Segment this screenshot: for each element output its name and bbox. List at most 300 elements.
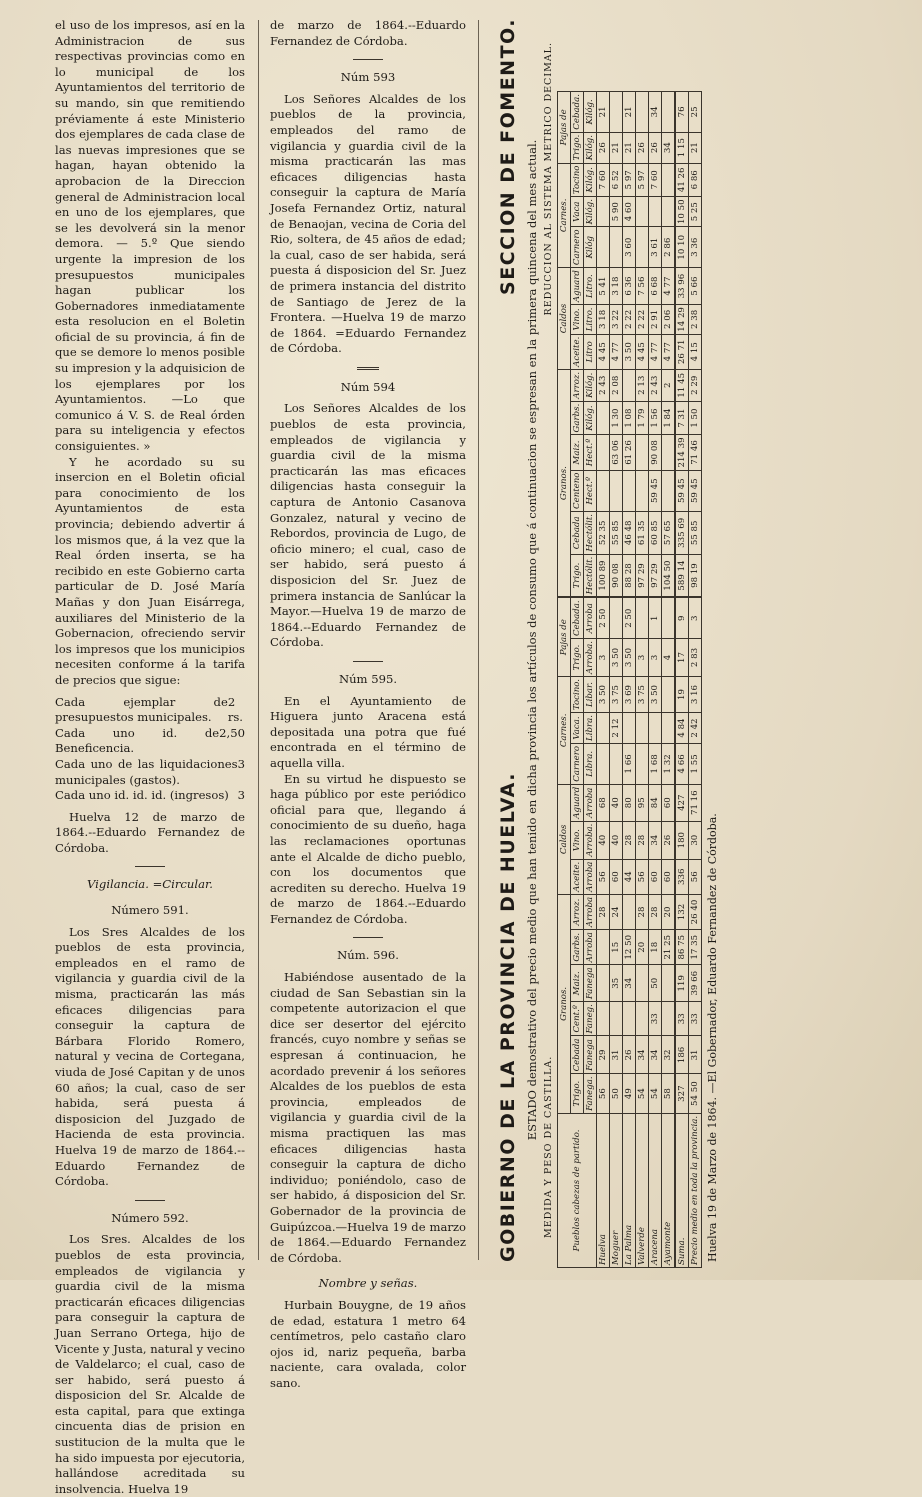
- sum-label: Suma.: [675, 1113, 689, 1267]
- table-subheadings: [543, 12, 554, 1268]
- table-cell: 90 08: [609, 554, 622, 597]
- table-cell: 2 86: [661, 227, 675, 268]
- table-cell: 28: [622, 821, 635, 859]
- table-cell: 5 90: [609, 197, 622, 227]
- sum-cell: 427: [675, 784, 689, 821]
- sum-cell: 33 96: [675, 268, 689, 305]
- column-rule: [258, 20, 259, 1260]
- sum-cell: 9: [675, 598, 689, 639]
- notice-593-body: Los Señores Alcaldes de los pueblos de la provincia, empleados del ramo de vigilancia y guardia civil de la misma practicarán las mas eficaces diligencias hasta conseguir la captura de María Josefa Fernandez Ortiz, natural de Benaojan, vecina de Coria del Rio, soltera, de 45 años de edad; la cual, caso de ser habida, será puesta á disposicion del Sr. Juez de primera instancia del distrito de Santiago de Jerez de la Frontera. —Huelva 19 de marzo de 1864. =Eduardo Fernandez de Córdoba.: [270, 91, 466, 356]
- table-cell: 2 43: [648, 369, 661, 401]
- price-row: Cada uno de las liquidaciones municipales (gastos). 3: [55, 756, 245, 787]
- notice-592-end: de marzo de 1864.--Eduardo Fernandez de Córdoba.: [270, 18, 466, 48]
- table-cell: 21: [609, 132, 622, 163]
- table-cell: 26: [635, 132, 648, 163]
- column-unit: Fanega: [583, 965, 596, 1002]
- table-cell: 3: [596, 639, 609, 677]
- table-row: [609, 598, 622, 1268]
- table-cell: 59 45: [648, 470, 661, 511]
- table-cell: [596, 744, 609, 785]
- table-cell: 40: [609, 784, 622, 821]
- table-row: [661, 92, 675, 597]
- table-cell: [661, 713, 675, 744]
- table-cell: [596, 1002, 609, 1036]
- notice-595-body-a: En el Ayuntamiento de Higuera junto Aracena está depositada una potra que fué encontrada en el término de aquella villa.: [270, 693, 466, 770]
- column-unit: Hectólit.: [583, 554, 596, 597]
- column-header: Vaca.: [570, 713, 583, 744]
- sum-cell: 7 31: [675, 401, 689, 435]
- table-cell: 7 60: [648, 163, 661, 197]
- table-cell: [635, 92, 648, 133]
- table-cell: 34: [648, 821, 661, 859]
- average-cell: 31: [688, 1036, 701, 1074]
- sum-cell: 10 10: [675, 227, 689, 268]
- table-cell: [609, 744, 622, 785]
- table-row: [622, 92, 635, 597]
- table-cell: 4 60: [622, 197, 635, 227]
- table-cell: 1 08: [622, 401, 635, 435]
- row-header-cell: Pueblos cabezas de partido.: [557, 1113, 596, 1267]
- table-cell: 60: [609, 859, 622, 894]
- notice-594-body: Los Señores Alcaldes de los pueblos de esta provincia, empleados de vigilancia y guardia civil de la misma practicarán las mas eficaces diligencias hasta conseguir la captura de Antonio Casanova Gonzalez, natural y vecino de Rebordos, provincia de Lugo, de oficio minero; el cual, caso de ser habido, será puesto á disposicion del Sr. Juez de primera instancia de Sanlúcar la Mayor.—Huelva 19 de marzo de 1864.--Eduardo Fernandez de Córdoba.: [270, 401, 466, 650]
- group-header-carnes: Carnes.: [557, 676, 570, 784]
- table-cell: 60: [661, 784, 675, 821]
- table-cell: [596, 470, 609, 511]
- table-cell: 61 35: [635, 511, 648, 554]
- table-cell: 1 56: [648, 401, 661, 435]
- table-cell: 2 50: [622, 598, 635, 639]
- notice-594-title: Núm 594: [340, 379, 396, 394]
- table-cell: 15: [609, 930, 622, 965]
- price-row: Cada ejemplar de presupuestos municipales. 2 rs.: [55, 694, 243, 725]
- table-cell: 3 50: [596, 676, 609, 712]
- table-cell: [635, 197, 648, 227]
- notice-592-body: Los Sres. Alcaldes de los pueblos de esta provincia, empleados de vigilancia y guardia civil de la misma practicarán eficaces diligencias para conseguir la captura de Juan Serrano Ortega, hijo de Vicente y Justa, natural y vecino de Valdelarco; el cual, caso de ser habido, será puesto á disposicion del Sr. Alcalde de esta capital, para que extinga cincuenta dias de prision en sustitucion de la multa que le ha sido impuesta por ejecutoria, hallándose acreditada su insolvencia. Huelva 19: [55, 1232, 245, 1496]
- table-cell: 32: [661, 1036, 675, 1074]
- price-table-region: [483, 0, 922, 1280]
- column-unit: Kilóg.: [583, 369, 596, 401]
- table-cell: 28: [635, 894, 648, 929]
- table-cell: 40: [609, 821, 622, 859]
- sum-cell: 19: [675, 676, 689, 712]
- paragraph-insertion: Y he acordado su su insercion en el Boletin oficial para conocimiento de los Ayuntamientos de esta provincia; debiendo advertir á los mismos que, á la vez que la Real órden inserta, se ha recibido en este Gobierno carta particular de D. José María Mañas y don Juan Eisárrega, auxiliares del Ministerio de la Gobernacion, ofreciendo servir los impresos que los municipios necesiten conforme á la tarifa de precios que sigue:: [55, 454, 245, 687]
- price-table-rotated: [493, 12, 913, 1268]
- notice-593-title: Núm 593: [340, 70, 396, 85]
- average-cell: 30: [688, 821, 701, 859]
- sum-cell: 41 26: [675, 163, 689, 197]
- table-cell: 2 43: [596, 369, 609, 401]
- table-cell: 34: [648, 92, 661, 133]
- table-cell: 3 60: [622, 227, 635, 268]
- table-cell: 18: [648, 930, 661, 965]
- column-header: Aceite.: [570, 859, 583, 894]
- table-cell: 52 35: [596, 511, 609, 554]
- table-cell: 4: [661, 639, 675, 677]
- table-cell: 3 69: [622, 676, 635, 712]
- table-cell: [596, 401, 609, 435]
- table-cell: 44: [622, 859, 635, 894]
- group-header-pajas: Pajas de: [557, 92, 570, 164]
- price-row: Cada uno id. de Beneficencia. 2,50: [55, 725, 245, 756]
- table-cell: 3 50: [648, 676, 661, 712]
- divider: [135, 866, 165, 867]
- column-unit: Libar.: [583, 676, 596, 712]
- average-cell: 4 15: [688, 334, 701, 369]
- table-cell: 4 77: [661, 334, 675, 369]
- table-cell: 2 50: [596, 598, 609, 639]
- sum-cell: 17: [675, 639, 689, 677]
- divider: [353, 937, 383, 938]
- tables-row: [557, 12, 702, 1268]
- column-header: Trigo.: [570, 639, 583, 677]
- table-cell: 2: [661, 369, 675, 401]
- table-cell: 95: [635, 784, 648, 821]
- table-cell: 3 61: [648, 227, 661, 268]
- table-cell: 1 30: [609, 401, 622, 435]
- table-cell: [635, 744, 648, 785]
- table-cell: 28: [596, 894, 609, 929]
- average-cell: 2 29: [688, 369, 701, 401]
- average-cell: 6 86: [688, 163, 701, 197]
- table-cell: 3 75: [635, 676, 648, 712]
- table-cell: [596, 965, 609, 1002]
- table-cell: 90 08: [648, 435, 661, 470]
- table-cell: [661, 965, 675, 1002]
- table-cell: 2 22: [635, 305, 648, 335]
- sum-cell: 33: [675, 1002, 689, 1036]
- column-header: Maiz.: [570, 435, 583, 470]
- sum-row: [675, 92, 689, 597]
- table-cell: 4 77: [609, 334, 622, 369]
- table-cell: [661, 163, 675, 197]
- table-cell: 68: [596, 784, 609, 821]
- table-cell: [648, 197, 661, 227]
- sum-cell: 336: [675, 859, 689, 894]
- table-row: [596, 598, 609, 1268]
- table-cell: 2 08: [609, 369, 622, 401]
- average-cell: 98 19: [688, 554, 701, 597]
- column-unit: Arroba.: [583, 821, 596, 859]
- sum-cell: 119: [675, 965, 689, 1002]
- average-cell: 54 50: [688, 1074, 701, 1113]
- group-header-pajas: Pajas de: [557, 598, 570, 677]
- table-cell: 5 41: [596, 268, 609, 305]
- table-cell: 60 85: [648, 511, 661, 554]
- table-cell: 21 25: [661, 930, 675, 965]
- column-header: Carnero: [570, 744, 583, 785]
- table-cell: 57 65: [661, 511, 675, 554]
- table-cell: 26: [596, 132, 609, 163]
- group-header-caldos: Caldos: [557, 784, 570, 894]
- column-unit: Arroba: [583, 894, 596, 929]
- table-cell: 3 50: [622, 639, 635, 677]
- column-header: Cebada: [570, 511, 583, 554]
- table-cell: 4 77: [648, 334, 661, 369]
- table-cell: [648, 713, 661, 744]
- column-header: Cent.º: [570, 1002, 583, 1036]
- column-header: Garbs.: [570, 401, 583, 435]
- table-cell: 1 79: [635, 401, 648, 435]
- average-label: Precio medio en toda la provincia.: [688, 1113, 701, 1267]
- table-cell: 56: [596, 1074, 609, 1113]
- group-header-granos: Granos.: [557, 894, 570, 1113]
- column-header: Garbs.: [570, 930, 583, 965]
- signature-1: Huelva 12 de marzo de 1864.--Eduardo Fernandez de Córdoba.: [55, 809, 245, 855]
- average-cell: 71 16: [688, 784, 701, 821]
- table-cell: 2 91: [648, 305, 661, 335]
- column-unit: Arroba: [583, 859, 596, 894]
- table-cell: 2 13: [635, 369, 648, 401]
- senas-title: Nombre y señas.: [318, 1276, 418, 1291]
- column-header: Aguard: [570, 784, 583, 821]
- table-row: [635, 92, 648, 597]
- table-cell: [596, 197, 609, 227]
- table-cell: 80: [622, 784, 635, 821]
- column-header: Maiz.: [570, 965, 583, 1002]
- table-cell: 3 50: [622, 334, 635, 369]
- table-cell: 3 50: [609, 639, 622, 677]
- sum-cell: 76: [675, 92, 689, 133]
- subheading-castilla: MEDIDA Y PESO DE CASTILLA.: [542, 1055, 554, 1238]
- column-header: Arroz.: [570, 894, 583, 929]
- group-header-carnes: Carnes.: [557, 163, 570, 268]
- sum-cell: 1 15: [675, 132, 689, 163]
- table-cell: 1 32: [661, 744, 675, 785]
- table-cell: 26: [648, 132, 661, 163]
- sum-cell: 214 39: [675, 435, 689, 470]
- table-cell: 61 26: [622, 435, 635, 470]
- table-cell: 21: [622, 92, 635, 133]
- column-header: Cebada: [570, 1036, 583, 1074]
- table-cell: [609, 1002, 622, 1036]
- estado-caption: ESTADO demostrativo del precio medio que han tenido en dicha provincia los artículos de consumo que á continuacion se espresan en la primera quincena del mes actual.: [524, 139, 539, 1141]
- sum-cell: 26 71: [675, 334, 689, 369]
- table-cell: 7 60: [596, 163, 609, 197]
- column-unit: Arroba.: [583, 639, 596, 677]
- column-unit: Kilóg.: [583, 401, 596, 435]
- table-cell: 3 22: [609, 305, 622, 335]
- town-label: Aracena: [648, 1113, 661, 1267]
- heading-gobierno: GOBIERNO DE LA PROVINCIA DE HUELVA.: [496, 772, 519, 1262]
- table-cell: [661, 1002, 675, 1036]
- table-cell: 4 45: [596, 334, 609, 369]
- table-cell: 4 77: [661, 268, 675, 305]
- sum-cell: 186: [675, 1036, 689, 1074]
- table-cell: 3: [635, 639, 648, 677]
- town-label: Moguer: [609, 1113, 622, 1267]
- section-vigilancia-title: Vigilancia. =Circular.: [87, 877, 213, 892]
- table-cell: 3 18: [609, 268, 622, 305]
- table-cell: [635, 713, 648, 744]
- table-row: [648, 598, 661, 1268]
- table-cell: 28: [648, 894, 661, 929]
- table-cell: 26: [661, 821, 675, 859]
- table-row: [661, 598, 675, 1268]
- column-header: Trigo.: [570, 1074, 583, 1113]
- average-cell: 25: [688, 92, 701, 133]
- table-cell: 35: [609, 965, 622, 1002]
- column-header: Aceite.: [570, 334, 583, 369]
- column-unit: Kilóg.: [583, 92, 596, 133]
- table-row: [622, 598, 635, 1268]
- table-cell: 34: [661, 132, 675, 163]
- table-cell: [596, 435, 609, 470]
- table-cell: 4 45: [635, 334, 648, 369]
- column-unit: Litro: [583, 334, 596, 369]
- average-cell: 3 16: [688, 676, 701, 712]
- average-cell: 26 40: [688, 894, 701, 929]
- table-cell: 58: [661, 1074, 675, 1113]
- column-unit: Fanega.: [583, 1074, 596, 1113]
- column-unit: Hectólit.: [583, 511, 596, 554]
- table-cell: [596, 713, 609, 744]
- column-unit: Litro.: [583, 268, 596, 305]
- table-cell: 1 84: [661, 401, 675, 435]
- table-cell: 49: [622, 1074, 635, 1113]
- column-unit: Kilóg.: [583, 132, 596, 163]
- column-unit: Hect.º: [583, 470, 596, 511]
- column-1: [55, 18, 245, 1497]
- column-header: Cebada.: [570, 92, 583, 133]
- column-unit: Libra.: [583, 744, 596, 785]
- table-cell: 100 89: [596, 554, 609, 597]
- table-cell: [661, 92, 675, 133]
- table-cell: 33: [648, 1002, 661, 1036]
- table-cell: 34: [635, 1036, 648, 1074]
- average-cell: 59 45: [688, 470, 701, 511]
- sum-cell: 4 66: [675, 744, 689, 785]
- divider: [135, 1200, 165, 1201]
- town-label: Ayamonte: [661, 1113, 675, 1267]
- table-cell: [661, 598, 675, 639]
- table-cell: [609, 227, 622, 268]
- average-cell: 21: [688, 132, 701, 163]
- sum-cell: 11 45: [675, 369, 689, 401]
- column-header: Trigo.: [570, 132, 583, 163]
- divider: [353, 59, 383, 60]
- table-cell: [661, 435, 675, 470]
- average-cell: 33: [688, 1002, 701, 1036]
- average-cell: 3 36: [688, 227, 701, 268]
- divider: [357, 367, 379, 370]
- column-header: Tocino.: [570, 676, 583, 712]
- table-cell: 54: [648, 1074, 661, 1113]
- table-cell: [609, 470, 622, 511]
- column-rule: [478, 20, 479, 1260]
- table-cell: [596, 930, 609, 965]
- column-header: Arroz.: [570, 369, 583, 401]
- column-header: Aguard: [570, 268, 583, 305]
- table-cell: 7 56: [635, 268, 648, 305]
- table-cell: 2 06: [661, 305, 675, 335]
- sum-cell: 14 29: [675, 305, 689, 335]
- town-label: Huelva: [596, 1113, 609, 1267]
- table-cell: [661, 676, 675, 712]
- table-cell: 34: [648, 1036, 661, 1074]
- table-cell: [609, 92, 622, 133]
- group-header-granos: Granos.: [557, 369, 570, 597]
- senas-body: Hurbain Bouygne, de 19 años de edad, estatura 1 metro 64 centímetros, pelo castaño claro ojos id, nariz pequeña, barba naciente, cara ovalada, color sano.: [270, 1297, 466, 1390]
- group-header-caldos: Caldos: [557, 268, 570, 370]
- table-row: [648, 92, 661, 597]
- table-cell: 97 29: [648, 554, 661, 597]
- table-cell: 46 48: [622, 511, 635, 554]
- table-cell: 3 18: [596, 305, 609, 335]
- notice-591-body: Los Sres Alcaldes de los pueblos de esta provincia, empleados en el ramo de vigilancia y guardia civil de la misma, practicarán las más eficaces diligencias para conseguir la captura de Bárbara Florido Romero, natural y vecina de Cortegana, viuda de José Capitan y de unos 60 años; la cual, caso de ser habida, será puesta á disposicion del Juzgado de Hacienda de esta provincia. Huelva 19 de marzo de 1864.--Eduardo Fernandez de Córdoba.: [55, 924, 245, 1189]
- table-cell: [635, 435, 648, 470]
- notice-591-title: Número 591.: [111, 903, 189, 918]
- table-cell: 55 85: [609, 511, 622, 554]
- table-cell: 84: [648, 784, 661, 821]
- table-castilla: [557, 597, 702, 1268]
- table-cell: 56: [596, 859, 609, 894]
- column-unit: Kilóg.: [583, 197, 596, 227]
- table-cell: [635, 470, 648, 511]
- average-cell: 5 66: [688, 268, 701, 305]
- sum-cell: 327: [675, 1074, 689, 1113]
- paragraph-decree-end: el uso de los impresos, así en la Administracion de sus respectivas provincias como en lo municipal de los Ayuntamientos del territorio de su mando, sin que remitiendo préviamente á este Ministerio dos ejemplares de cada clase de las nuevas impresiones que se hagan, hayan obtenido la aprobacion de la Direccion general de Administracion local en uno de los ejemplares, que se les devolverá sin la menor demora. — 5.º Que siendo urgente la impresion de los presupuestos municipales hagan publicar los Gobernadores inmediatamente esta resolucion en el Boletin oficial de su provincia, á fin de que se demore lo menos posible su impresion y la adquisicion de los ejemplares por los Ayuntamientos. —Lo que comunico á V. S. de Real órden para su inteligencia y efectos consiguientes. »: [55, 18, 245, 454]
- average-cell: 2 38: [688, 305, 701, 335]
- table-cell: [622, 369, 635, 401]
- table-cell: 88 28: [622, 554, 635, 597]
- sum-cell: 132: [675, 894, 689, 929]
- table-cell: 2 12: [609, 713, 622, 744]
- average-cell: 2 83: [688, 639, 701, 677]
- table-cell: 26: [622, 1036, 635, 1074]
- average-cell: 3: [688, 598, 701, 639]
- sum-cell: 59 45: [675, 470, 689, 511]
- notice-595-body-b: En su virtud he dispuesto se haga público por este periódico oficial para que, llegando á conocimiento de su dueño, haga las reclamaciones oportunas ante el Alcalde de dicho pueblo, con los documentos que acrediten su derecho. Huelva 19 de marzo de 1864.--Eduardo Fernandez de Córdoba.: [270, 771, 466, 926]
- table-cell: [635, 965, 648, 1002]
- average-cell: 1 50: [688, 401, 701, 435]
- column-header: Centeno: [570, 470, 583, 511]
- table-cell: 56: [635, 859, 648, 894]
- town-label: Valverde: [635, 1113, 648, 1267]
- sum-cell: 10 50: [675, 197, 689, 227]
- table-cell: 50: [648, 965, 661, 1002]
- table-cell: 24: [609, 894, 622, 929]
- table-cell: [661, 197, 675, 227]
- table-cell: 104 50: [661, 554, 675, 597]
- average-cell: 1 55: [688, 744, 701, 785]
- table-cell: 12 50: [622, 930, 635, 965]
- divider: [353, 661, 383, 662]
- table-cell: 40: [596, 821, 609, 859]
- notice-592-title: Número 592.: [111, 1210, 189, 1225]
- column-unit: Kilóg: [583, 227, 596, 268]
- column-unit: Faneg.: [583, 1002, 596, 1036]
- table-cell: 97 29: [635, 554, 648, 597]
- column-header: Trigo.: [570, 554, 583, 597]
- table-cell: 1 68: [648, 744, 661, 785]
- table-cell: 50: [609, 1074, 622, 1113]
- table-row: [635, 598, 648, 1268]
- column-header: Cebada.: [570, 598, 583, 639]
- table-cell: 3 75: [609, 676, 622, 712]
- sum-cell: 86 75: [675, 930, 689, 965]
- table-cell: 20: [661, 894, 675, 929]
- average-cell: 71 46: [688, 435, 701, 470]
- price-row: Cada uno id. id. id. (ingresos) 3: [55, 788, 245, 803]
- table-cell: 54: [635, 1074, 648, 1113]
- table-cell: [596, 227, 609, 268]
- column-unit: Arroba: [583, 784, 596, 821]
- table-cell: 6 68: [648, 268, 661, 305]
- table-heading: [493, 12, 521, 1268]
- sum-cell: 180: [675, 821, 689, 859]
- notice-595-title: Núm 595.: [338, 671, 398, 686]
- column-header: Vino.: [570, 821, 583, 859]
